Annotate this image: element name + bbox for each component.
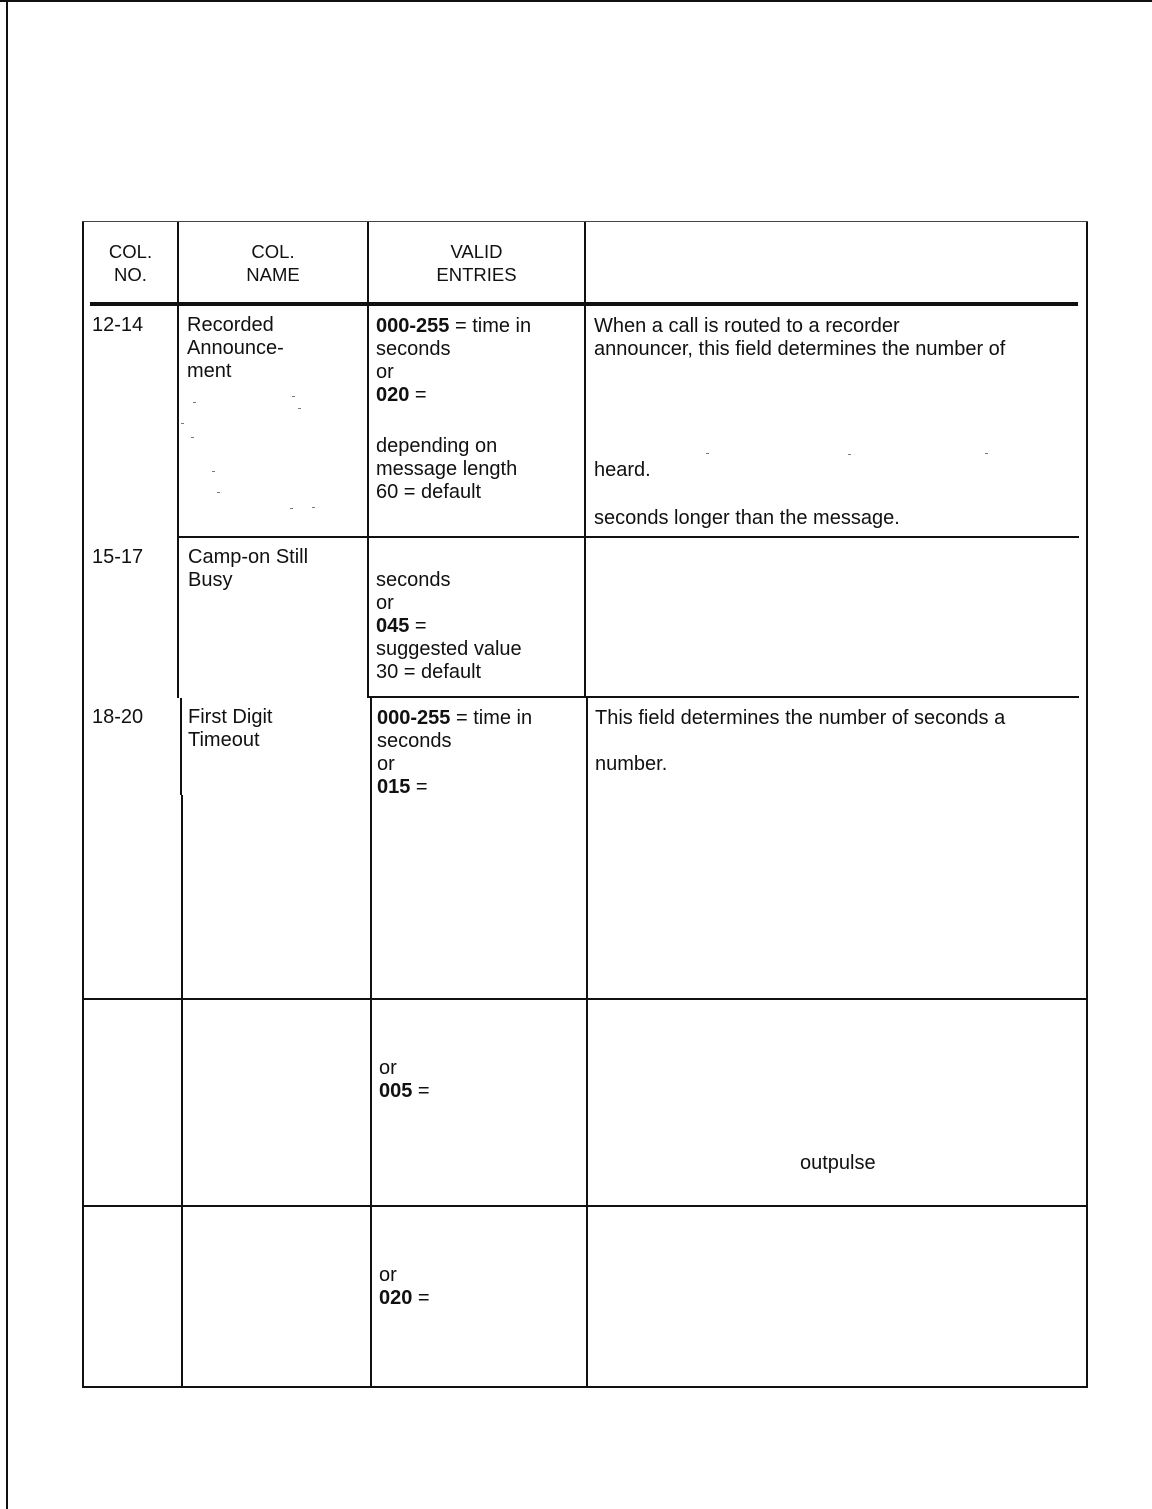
row-description: When a call is routed to a recorder announcer, this field determines the number of	[594, 315, 1006, 360]
row-description: This field determines the number of seconds a	[595, 707, 1006, 729]
row-col-name: First Digit Timeout	[188, 706, 273, 751]
header-col-name	[179, 240, 367, 286]
table-top-border	[82, 221, 1088, 222]
row-col-name: Camp-on Still Busy	[188, 546, 309, 591]
row-divider	[82, 998, 1088, 1000]
scan-speck	[848, 454, 851, 455]
table-left-border	[82, 222, 84, 1388]
table-right-border	[1086, 222, 1088, 1388]
scan-speck	[191, 437, 194, 438]
column-divider	[586, 698, 588, 1388]
header-rule	[90, 302, 1078, 306]
row-col-no: 18-20	[92, 706, 144, 728]
header-valid-entries-line2: ENTRIES	[436, 264, 517, 285]
column-divider	[177, 538, 179, 698]
header-col-name-line2: NAME	[246, 264, 300, 285]
scan-speck	[181, 423, 184, 424]
row-valid-entries: or 020 =	[379, 1264, 430, 1309]
page-top-edge	[0, 0, 1152, 2]
scan-speck	[290, 508, 293, 509]
row-valid-entries: 000-255 = time in seconds or 015 =	[377, 707, 533, 798]
row-col-no: 12-14	[92, 314, 144, 336]
column-divider	[367, 222, 369, 698]
row-divider	[179, 536, 1079, 538]
scan-speck	[706, 453, 709, 454]
row-description-line: outpulse	[800, 1152, 876, 1174]
header-col-no	[84, 240, 177, 286]
row-description-line: seconds longer than the message.	[594, 507, 900, 529]
column-divider	[181, 795, 183, 1388]
row-valid-entries-continued: depending on message length 60 = default	[376, 435, 518, 503]
row-valid-entries: or 005 =	[379, 1057, 430, 1102]
column-divider	[584, 222, 586, 698]
row-divider	[82, 1205, 1088, 1207]
page-left-edge	[6, 0, 8, 1509]
row-col-name: Recorded Announce- ment	[187, 314, 284, 382]
row-divider	[367, 696, 1079, 698]
scan-speck	[312, 507, 315, 508]
header-col-no-line2: NO.	[114, 264, 147, 285]
row-description-line: heard.	[594, 459, 651, 481]
scan-speck	[193, 402, 196, 403]
scan-speck	[212, 471, 215, 472]
scan-speck	[298, 408, 301, 409]
header-col-name-line1: COL.	[251, 241, 295, 262]
table-bottom-border	[82, 1386, 1088, 1388]
row-valid-entries: 000-255 = time in seconds or 020 =	[376, 315, 532, 406]
header-col-no-line1: COL.	[108, 241, 153, 262]
column-divider	[370, 698, 372, 1388]
scan-speck	[985, 453, 988, 454]
row-col-no: 15-17	[92, 546, 144, 568]
header-valid-entries-line1: VALID	[450, 241, 503, 262]
scan-speck	[292, 396, 295, 397]
column-divider	[180, 698, 182, 795]
row-valid-entries: seconds or 045 = suggested value 30 = default	[376, 569, 522, 683]
row-description-line: number.	[595, 753, 668, 775]
header-valid-entries	[369, 240, 584, 286]
scan-speck	[217, 492, 220, 493]
